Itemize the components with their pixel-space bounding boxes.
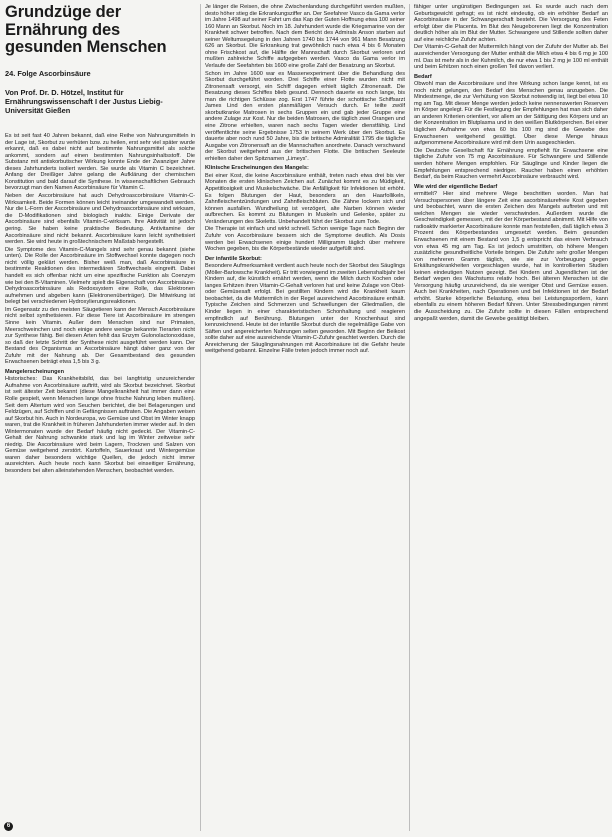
body-paragraph: Die Symptome des Vitamin-C-Mangels sind sehr genau bekannt (siehe unten). Die Rolle der Ascorbinsäure im Stoffwechsel konnte dagegen noch nicht völlig geklärt werden. Bisher weiß man, daß Ascorbinsäure in bestimmte Reaktionen des intermediären Stoffwechsels eingreift. Dabei handelt es sich offenbar nicht um eine spezifische Funktion als Coenzym wie bei den B-Vitaminen. Vielmehr spielt die Eigenschaft von Ascorbinsäure-Dehydroascorbinsäure als Redoxsystem eine Rolle, das Elektronen aufnehmen und abgeben kann (Elektronenüberträger). Die Mitwirkung ist belegt bei verschiedenen Hydroxylierungsreaktionen. [5,246,195,306]
body-paragraph: Besondere Aufmerksamkeit verdient auch heute noch der Skorbut des Säuglings (Möller-Barlowsche Krankheit). Er tritt vorwiegend im zweiten Lebenshalbjahr bei Kindern auf, die künstlich ernährt werden, wenn die Milch durch Kochen oder langes Erhitzen ihren Vitamin-C-Gehalt verloren hat und keine Zulage von Obst- oder Gemüsesaft erfolgt. Bei gestillten Kindern wird die Krankheit kaum beobachtet, da die Muttermilch in der Regel ausreichend Ascorbinsäure enthält. Typische Zeichen sind Schmerzen und Schwellungen der Gliedmaßen, die Kinder liegen in einer charakteristischen Schonhaltung und reagieren empfindlich auf Berührung. Blutungen unter der Knochenhaut sind kennzeichnend. Heute ist der infantile Skorbut durch die regelmäßige Gabe von Säften und angereicherten Nahrungen selten geworden. Mit Beginn der Beikost sollte daher auf eine ausreichende Vitamin-C-Zufuhr geachtet werden. Durch die Anreicherung der Säuglingsnahrungen mit Ascorbinsäure ist die Gefahr heute weitgehend gebannt. Einzelne Fälle treten jedoch immer noch auf. [205,263,405,355]
article-series: 24. Folge Ascorbinsäure [5,68,91,78]
body-paragraph: Je länger die Reisen, die ohne Zwischenlandung durchgeführt werden mußten, desto höher stieg die Erkrankungsziffer an. Der Seefahrer Vasco da Gama verlor im Jahre 1498 auf seiner Fahrt um das Kap der Guten Hoffnung etwa 100 seiner 160 Mann an Skorbut. Noch im 18. Jahrhundert wurde die Kriegsmarine von der Krankheit schwer betroffen. Nach dem Bericht des Admirals Anson starben auf seiner Weltumsegelung in den Jahren 1740 bis 1744 von 961 Mann Besatzung 626 an Skorbut. Die Erkrankung trat gewöhnlich nach etwa 4 bis 6 Monaten ohne Frischkost auf, die Hälfte der Mannschaft durch Skorbut verloren und mußten zahlreiche Schiffe aufgegeben werden. Vasco da Gama verlor im Verlaufe der Seefahrten bis 1600 eine große Zahl der Besatzung an Skorbut. [205,4,405,69]
column-divider [200,4,201,831]
body-paragraph: Die Deutsche Gesellschaft für Ernährung empfiehlt für Erwachsene eine tägliche Zufuhr von 75 mg Ascorbinsäure. Für Schwangere und Stillende werden höhere Mengen empfohlen. Für Säuglinge und Kinder liegen die Empfehlungen entsprechend niedriger. Raucher haben einen erhöhten Bedarf, da beim Rauchen vermehrt Ascorbinsäure verbraucht wird. [414,147,608,181]
article-byline: Von Prof. Dr. D. Hötzel, Institut für Ernährungswissenschaft I der Justus Liebig-Universität Gießen [5,87,163,115]
column-1-body [5,133,195,474]
section-heading: Mangelerscheinungen [5,368,65,375]
body-paragraph: Im Gegensatz zu den meisten Säugetieren kann der Mensch Ascorbinsäure nicht selbst synthetisieren. Für diese Tiere ist Ascorbinsäure im strengen Sinne kein Vitamin. Außer dem Menschen sind nur Primaten, Meerschweinchen und noch einige andere wenige bekannte Tierarten nicht zur Synthese fähig. Bei diesen Arten fehlt das Enzym Gulonolactonoxidase, so daß der letzte Schritt der Synthese nicht ausgeführt werden kann. Der Bestand des Organismus an Ascorbinsäure hängt daher ganz von der Zufuhr mit der Nahrung ab. Der Gesamtbestand des gesunden Erwachsenen beträgt etwa 1,5 bis 3 g. [5,306,195,366]
body-paragraph: Die Therapie ist einfach und wirkt schnell. Schon wenige Tage nach Beginn der Zufuhr von Ascorbinsäure bessern sich die Symptome deutlich. Als Dosis werden bei Erwachsenen einige hundert Milligramm täglich über mehrere Wochen gegeben, bis die Körperbestände wieder aufgefüllt sind. [205,226,405,253]
column-2 [205,4,405,831]
section-heading: Bedarf [414,73,432,80]
body-paragraph: Obwohl man die Ascorbinsäure und ihre Wirkung schon lange kennt, ist es noch nicht gelungen, den Bedarf des Menschen genau anzugeben. Die Mindestmenge, die zur Verhütung von Skorbut notwendig ist, liegt bei etwa 10 mg am Tag. Mit dieser Menge werden jedoch keine nennenswerten Reserven im Körper angelegt. Für die Festlegung der Empfehlungen hat man sich daher an anderen Kriterien orientiert, vor allem an der Sättigung des Körpers und an der Konzentration im Blutplasma und in den weißen Blutkörperchen. Bei einer täglichen Aufnahme von etwa 60 bis 100 mg sind die Gewebe des Erwachsenen weitgehend gesättigt. Über diese Menge hinaus aufgenommene Ascorbinsäure wird mit dem Urin ausgeschieden. [414,81,608,147]
column-2-body [205,4,405,355]
body-paragraph: Es ist seit fast 40 Jahren bekannt, daß eine Reihe von Nahrungsmitteln in der Lage ist, Skorbut zu verhüten bzw. zu heilen, erst sehr viel später wurde erkannt, daß es dabei nicht auf bestimmte Nahrungsmittel als solche ankommt, sondern auf einen bestimmten Nahrungsinhaltsstoff. Die Substanz mit antiskorbutischer Wirkung konnte Ende der Zwanziger Jahre dieses Jahrhunderts isoliert werden. Sie wurde als Vitamin C bezeichnet. Anfang der Dreißiger Jahre gelang die Aufklärung der chemischen Konstitution und bald darauf die Synthese. In wissenschaftlichen Gebrauch bevorzugt man den Namen Ascorbinsäure für Vitamin C. [5,133,195,192]
section-heading: Der infantile Skorbut: [205,255,262,262]
body-paragraph: Neben der Ascorbinsäure hat auch Dehydroascorbinsäure Vitamin-C-Wirksamkeit. Beide Formen können leicht ineinander umgewandelt werden. Nur die L-Form der Ascorbinsäure und Dehydroascorbinsäure sind wirksam, die D-Modifikationen sind biologisch inaktiv. Einige Derivate der Ascorbinsäure sind ebenfalls Vitamin-C-wirksam. Ihre Aktivität ist jedoch gering. Sie haben keine praktische Bedeutung. Antivitamine der Ascorbinsäure sind nicht bekannt. Ascorbinsäure kann leicht synthetisiert werden. Sie wird heute in großtechnischem Maßstab hergestellt. [5,193,195,246]
body-paragraph: ermittelt? Hier sind mehrere Wege beschritten worden. Man hat Versuchspersonen über längere Zeit eine ascorbinsäurefreie Kost gegeben und beobachtet, wann die ersten Zeichen des Mangels auftreten und mit welchen Mengen sie wieder verschwinden. Außerdem wurde die Geschwindigkeit gemessen, mit der der Körperbestand abnimmt. Mit Hilfe von radioaktiv markierter Ascorbinsäure konnte man feststellen, daß täglich etwa 3 Prozent des Körperbestandes umgesetzt werden. Beim gesunden Erwachsenen mit einem Bestand von 1,5 g entspricht das einem Verbrauch von etwa 45 mg am Tag. Es ist jedoch umstritten, ob höhere Mengen zusätzliche gesundheitliche Vorteile bringen. Die Zufuhr sehr großer Mengen von mehreren Gramm täglich, wie sie zur Vorbeugung gegen Erkältungskrankheiten vorgeschlagen wurde, hat in kontrollierten Studien keinen eindeutigen Nutzen gezeigt. Bei Kindern und Jugendlichen ist der Bedarf wegen des Wachstums relativ hoch. Bei älteren Menschen ist die Versorgung häufig unzureichend, da sie weniger Obst und Gemüse essen. Auch bei Krankheiten, nach Operationen und bei Infektionen ist der Bedarf erhöht. Starke körperliche Belastung, etwa bei Leistungssportlern, kann ebenfalls zu einem höheren Bedarf führen. Unter Stressbedingungen nimmt die Ausscheidung zu. Die Zufuhr sollte in diesen Fällen entsprechend angepaßt werden, damit die Gewebe gesättigt bleiben. [414,191,608,322]
body-paragraph: fähiger unter ungünstigen Bedingungen sei. Es wurde auch nach dem Geburtsgewicht gefragt; es ist nicht eindeutig, ob ein erhöhter Bedarf an Ascorbinsäure in der Schwangerschaft besteht. Die Versorgung des Feten erfolgt über die Placenta. Im Blut des Neugeborenen liegt die Konzentration deutlich höher als im Blut der Mutter. Schwangere und Stillende sollten daher auf eine reichliche Zufuhr achten. [414,4,608,43]
body-paragraph: Der Vitamin-C-Gehalt der Muttermilch hängt von der Zufuhr der Mutter ab. Bei ausreichender Versorgung der Mutter enthält die Milch etwa 4 bis 6 mg je 100 ml. Das ist mehr als in der Kuhmilch, die nur etwa 1 bis 2 mg je 100 ml enthält und beim Erhitzen noch einen großen Teil davon verliert. [414,44,608,71]
column-3-body [414,4,608,322]
column-divider [409,4,410,831]
body-paragraph: Bei einer Kost, die keine Ascorbinsäure enthält, treten nach etwa drei bis vier Monaten die ersten klinischen Zeichen auf. Zunächst kommt es zu Müdigkeit, Appetitlosigkeit und Muskelschwäche. Die Anfälligkeit für Infektionen ist erhöht. Es folgen Blutungen der Haut, besonders an den Haarfollikeln, Zahnfleischentzündungen und Zahnfleischbluten. Die Zähne lockern sich und können ausfallen. Wundheilung ist verzögert, alte Narben können wieder aufbrechen. Es kommt zu Blutungen in Muskeln und Gelenke, später zu Veränderungen des Skeletts. Unbehandelt führt der Skorbut zum Tode. [205,172,405,225]
column-3 [414,4,608,831]
body-paragraph: Historisches: Das Krankheitsbild, das bei langfristig unzureichender Aufnahme von Ascorbinsäure auftritt, wird als Skorbut bezeichnet. Skorbut ist seit ältester Zeit bekannt (diese Mangelkrankheit hat immer dann eine Rolle gespielt, wenn Menschen lange ohne frische Nahrung leben mußten). Seit dem Altertum wird von Seuchen berichtet, die bei Belagerungen und Feldzügen, auf Schiffen und in Gefängnissen auftraten. Die Angaben weisen auf Skorbut hin. Auch in Nordeuropa, wo Gemüse und Obst im Winter knapp waren, trat die Krankheit in früheren Jahrhunderten immer wieder auf. In den Wintermonaten wurde der Bedarf häufig nicht gedeckt. Der Vitamin-C-Gehalt der Nahrung schwankte stark und lag im Winter zeitweise sehr niedrig. Die Ascorbinsäure wird beim Lagern, Trocknen und Salzen von Gemüse weitgehend zerstört. Kartoffeln, Sauerkraut und Wintergemüse waren daher besonders wichtige Quellen, die jedoch nicht immer ausreichten. Auch heute noch kann Skorbut bei einseitiger Ernährung, besonders bei alten alleinstehenden Menschen, beobachtet werden. [5,376,195,475]
section-heading: Wie wird der eigentliche Bedarf [414,183,498,190]
column-1 [5,4,195,831]
body-paragraph: Schon im Jahre 1600 war es Massenexperiment über die Behandlung des Skorbut durchgeführt worden. Drei Schiffe einer Flotte wurden nicht mit Zitronensaft versorgt, ein Schiff dagegen erhielt täglich Zitronensaft. Die Besatzung dieses Schiffes blieb gesund. Dennoch dauerte es noch lange, bis man die richtigen Schlüsse zog. Erst 1747 führte der schottische Schiffsarzt James Lind den ersten planmäßigen Versuch durch. Er teilte zwölf skorbutkranke Matrosen in sechs Gruppen ein und gab jeder Gruppe eine andere Zulage zur Kost. Nur die beiden Matrosen, die täglich zwei Orangen und eine Zitrone erhielten, waren nach sechs Tagen wieder dienstfähig. Lind veröffentlichte seine Ergebnisse 1753 in seinem Werk über den Skorbut. Es dauerte aber noch rund 50 Jahre, bis die britische Admiralität 1795 die tägliche Ausgabe von Zitronensaft an die Mannschaften anordnete. Danach verschwand der Skorbut weitgehend aus der britischen Flotte. Die britischen Seeleute erhielten daher den Spitznamen „Limeys“. [205,70,405,162]
article-title: Grundzüge der Ernährung des gesunden Menschen [5,4,167,56]
page-number: 6 [4,822,13,831]
section-heading: Klinische Erscheinungen des Mangels: [205,165,309,172]
